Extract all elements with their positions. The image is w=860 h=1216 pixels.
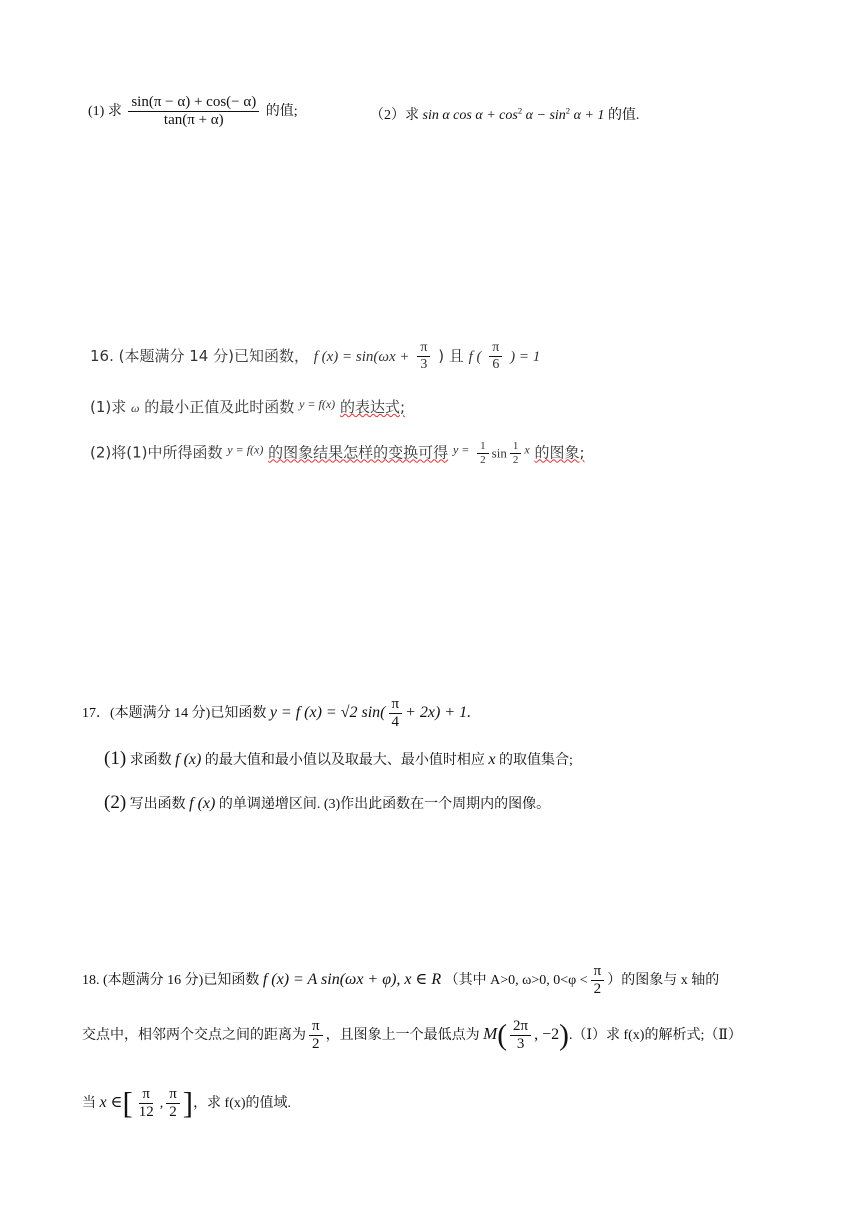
q18-pi-c: π bbox=[139, 1086, 153, 1104]
q16-two-a: 2 bbox=[480, 453, 486, 466]
q16-part1-a: (1)求 bbox=[90, 398, 127, 416]
q18-head: 18. (本题满分 16 分)已知函数 bbox=[82, 972, 260, 988]
q17-x: x bbox=[488, 751, 496, 768]
q18-cond-b: ）的图象与 x 轴的 bbox=[607, 972, 720, 988]
q16-pi-over-6 bbox=[489, 340, 502, 373]
q16-yfx-2: y = f(x) bbox=[227, 442, 264, 457]
q15-expr-c: α + 1 bbox=[570, 108, 605, 123]
q16-x: x bbox=[524, 442, 530, 457]
q17-head: 17．(本题满分 14 分)已知函数 bbox=[82, 705, 267, 721]
q18-pi-d: π bbox=[166, 1086, 180, 1104]
q15-expr-b: α − sin bbox=[522, 108, 566, 123]
q18-rparen: ) bbox=[559, 1019, 569, 1052]
q18-line3-a: 当 bbox=[82, 1095, 96, 1111]
q17-p1-num: (1) bbox=[104, 748, 127, 769]
q15-part2-expression bbox=[422, 105, 605, 123]
q18-line2-c: .（Ⅰ）求 f(x)的解析式;（Ⅱ） bbox=[568, 1027, 742, 1043]
q16-part1 bbox=[90, 396, 405, 417]
q17-p2-b: 的单调递增区间. (3)作出此函数在一个周期内的图像。 bbox=[218, 797, 551, 812]
q15-part1-fraction bbox=[128, 94, 259, 130]
q16-one-half-b bbox=[510, 440, 522, 466]
q18-line3-b: ，求 f(x)的值域. bbox=[193, 1095, 292, 1111]
q17-p2-num: (2) bbox=[104, 792, 127, 813]
q18-two-c: 2 bbox=[169, 1104, 177, 1121]
q15-expr-a: sin α cos α + cos bbox=[422, 108, 518, 123]
q16-three: 3 bbox=[420, 357, 428, 373]
q16-six: 6 bbox=[492, 357, 500, 373]
q18-three: 3 bbox=[516, 1036, 525, 1053]
q16-head: 16. (本题满分 14 分)已知函数， bbox=[90, 347, 309, 366]
q18-x-in: x ∈ bbox=[99, 1093, 123, 1111]
q16-cond-mid: ) 且 bbox=[438, 347, 464, 366]
q16-part2-a: (2)将(1)中所得函数 bbox=[90, 443, 223, 462]
q18-pi-over-12 bbox=[136, 1086, 157, 1122]
q15-part1 bbox=[88, 94, 298, 130]
q17-four: 4 bbox=[391, 714, 400, 731]
q16-part2-b: 的图象结果怎样的变换可得 bbox=[268, 443, 449, 462]
q17-fx: f (x) bbox=[175, 751, 202, 768]
q16-f-cond: f ( bbox=[468, 349, 482, 366]
q16-f-def: f (x) = sin(ωx + bbox=[313, 349, 410, 366]
q18-two-pi-over-3 bbox=[510, 1018, 531, 1054]
q16-pi-b: π bbox=[489, 340, 502, 357]
q15-part2-label: （2）求 bbox=[370, 108, 419, 123]
q16-one-half-a bbox=[477, 440, 489, 466]
q18-line1 bbox=[82, 963, 719, 999]
q16-two-b: 2 bbox=[512, 453, 519, 466]
q17-expr-b: + 2x) + 1. bbox=[405, 703, 472, 721]
q16-one-a: 1 bbox=[477, 440, 489, 454]
q18-two: 2 bbox=[593, 981, 602, 998]
q17-pi: π bbox=[389, 696, 403, 714]
q15-part1-label: (1) 求 bbox=[88, 103, 122, 119]
q16-y-eq: y = bbox=[452, 442, 470, 457]
q18-pi-over-2 bbox=[591, 963, 605, 999]
q18-lparen: ( bbox=[497, 1019, 508, 1052]
q18-neg2: , −2 bbox=[534, 1025, 560, 1043]
q15-part2 bbox=[370, 104, 639, 124]
q18-lbracket: [ bbox=[122, 1086, 133, 1121]
q17-heading bbox=[82, 696, 471, 732]
q16-one-b: 1 bbox=[510, 440, 522, 454]
q15-part1-suffix: 的值; bbox=[265, 103, 298, 119]
q18-line2-a: 交点中，相邻两个交点之间的距离为 bbox=[82, 1027, 306, 1043]
q17-part2 bbox=[104, 792, 550, 814]
q18-rbracket: ] bbox=[182, 1086, 194, 1121]
q16-sin: sin bbox=[491, 445, 507, 461]
q16-pi-over-3 bbox=[417, 340, 430, 373]
q16-part2-c bbox=[534, 444, 584, 462]
q17-pi-over-4 bbox=[389, 696, 403, 732]
q16-pi: π bbox=[417, 340, 430, 357]
q17-p1-c: 的取值集合; bbox=[498, 753, 573, 768]
q18-comma: , bbox=[159, 1095, 164, 1111]
q18-pi-over-2-c bbox=[166, 1086, 180, 1122]
q16-part1-c-text: 的表达式; bbox=[339, 398, 406, 416]
q15-part2-suffix: 的值. bbox=[607, 108, 640, 123]
q18-two-b: 2 bbox=[312, 1036, 320, 1053]
q15-part1-denominator: tan(π + α) bbox=[163, 112, 224, 129]
q15-sq2: 2 bbox=[565, 105, 571, 116]
q18-M: M bbox=[483, 1023, 498, 1043]
q18-line2 bbox=[82, 1018, 742, 1054]
q16-yfx: y = f(x) bbox=[299, 397, 336, 411]
q18-line2-b: ，且图象上一个最低点为 bbox=[325, 1027, 480, 1043]
q16-part2 bbox=[90, 440, 585, 466]
q17-p1-b: 的最大值和最小值以及取最大、最小值时相应 bbox=[204, 753, 485, 768]
q17-p2-a: 写出函数 bbox=[129, 797, 186, 812]
q18-cond-a: （其中 A>0, ω>0, 0<φ < bbox=[444, 972, 588, 988]
q18-pi-b: π bbox=[309, 1018, 323, 1036]
q18-pi: π bbox=[591, 963, 605, 981]
q18-twelve: 12 bbox=[138, 1104, 154, 1121]
q16-part1-b: 的最小正值及此时函数 bbox=[144, 398, 295, 416]
q18-pi-over-2-b bbox=[309, 1018, 323, 1054]
q16-part1-c bbox=[340, 398, 405, 416]
q17-expr-a: y = f (x) = √2 sin( bbox=[269, 703, 386, 721]
q18-two-pi: 2π bbox=[510, 1018, 531, 1036]
q16-omega: ω bbox=[131, 401, 140, 415]
q17-fx-2: f (x) bbox=[189, 795, 216, 812]
q17-p1-a: 求函数 bbox=[129, 753, 172, 768]
q15-sq1: 2 bbox=[517, 105, 523, 116]
q16-part2-c-text: 的图象; bbox=[534, 443, 585, 462]
q15-part1-numerator: sin(π − α) + cos(− α) bbox=[128, 94, 259, 112]
q18-def: f (x) = A sin(ωx + φ), x ∈ R bbox=[262, 970, 442, 988]
q16-cond-end: ) = 1 bbox=[510, 349, 541, 366]
q18-line3 bbox=[82, 1086, 291, 1122]
q16-heading bbox=[90, 340, 540, 373]
q17-part1 bbox=[104, 748, 573, 770]
